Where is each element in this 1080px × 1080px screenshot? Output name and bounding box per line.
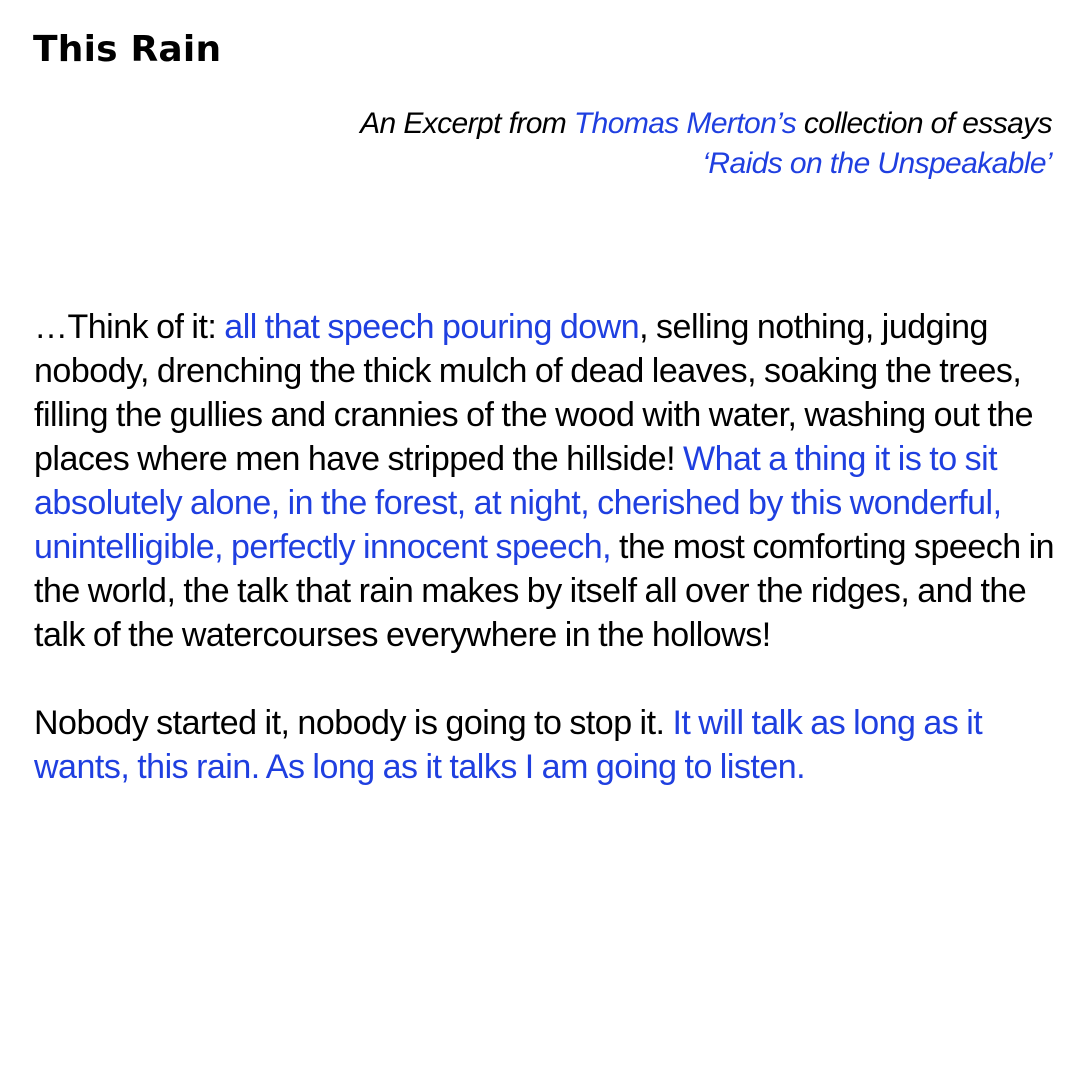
attribution-line-1	[152, 104, 1052, 144]
highlighted-segment: What a thing it is to sit absolutely alone, in the forest, at night, cherished by this wonderful, unintelligible, perfectly innocent speech,	[34, 440, 1002, 566]
author-name: Thomas Merton’s	[573, 107, 797, 140]
attribution-suffix: collection of essays	[796, 107, 1052, 140]
attribution	[152, 104, 1052, 184]
highlighted-segment: It will talk as long as it wants, this rain. As long as it talks I am going to listen.	[34, 704, 983, 786]
attribution-prefix: An Excerpt from	[360, 107, 574, 140]
text-segment: the most comforting speech in the world, the talk that rain makes by itself all over the ridges, and the talk of the watercourses everywhere in the hollows!	[34, 528, 1055, 654]
paragraph	[34, 305, 1064, 657]
text-segment: Nobody started it, nobody is going to stop it.	[34, 704, 673, 742]
book-title: ‘Raids on the Unspeakable’	[702, 147, 1052, 180]
text-segment: , selling nothing, judging nobody, drenching the thick mulch of dead leaves, soaking the trees, filling the gullies and crannies of the wood with water, washing out the places where men have stripped the hillside!	[34, 308, 1034, 478]
highlighted-segment: all that speech pouring down	[224, 308, 640, 346]
page-title: This Rain	[33, 29, 222, 70]
paragraph	[34, 701, 1064, 789]
text-segment: …Think of it:	[34, 308, 225, 346]
excerpt-body	[34, 305, 1064, 789]
